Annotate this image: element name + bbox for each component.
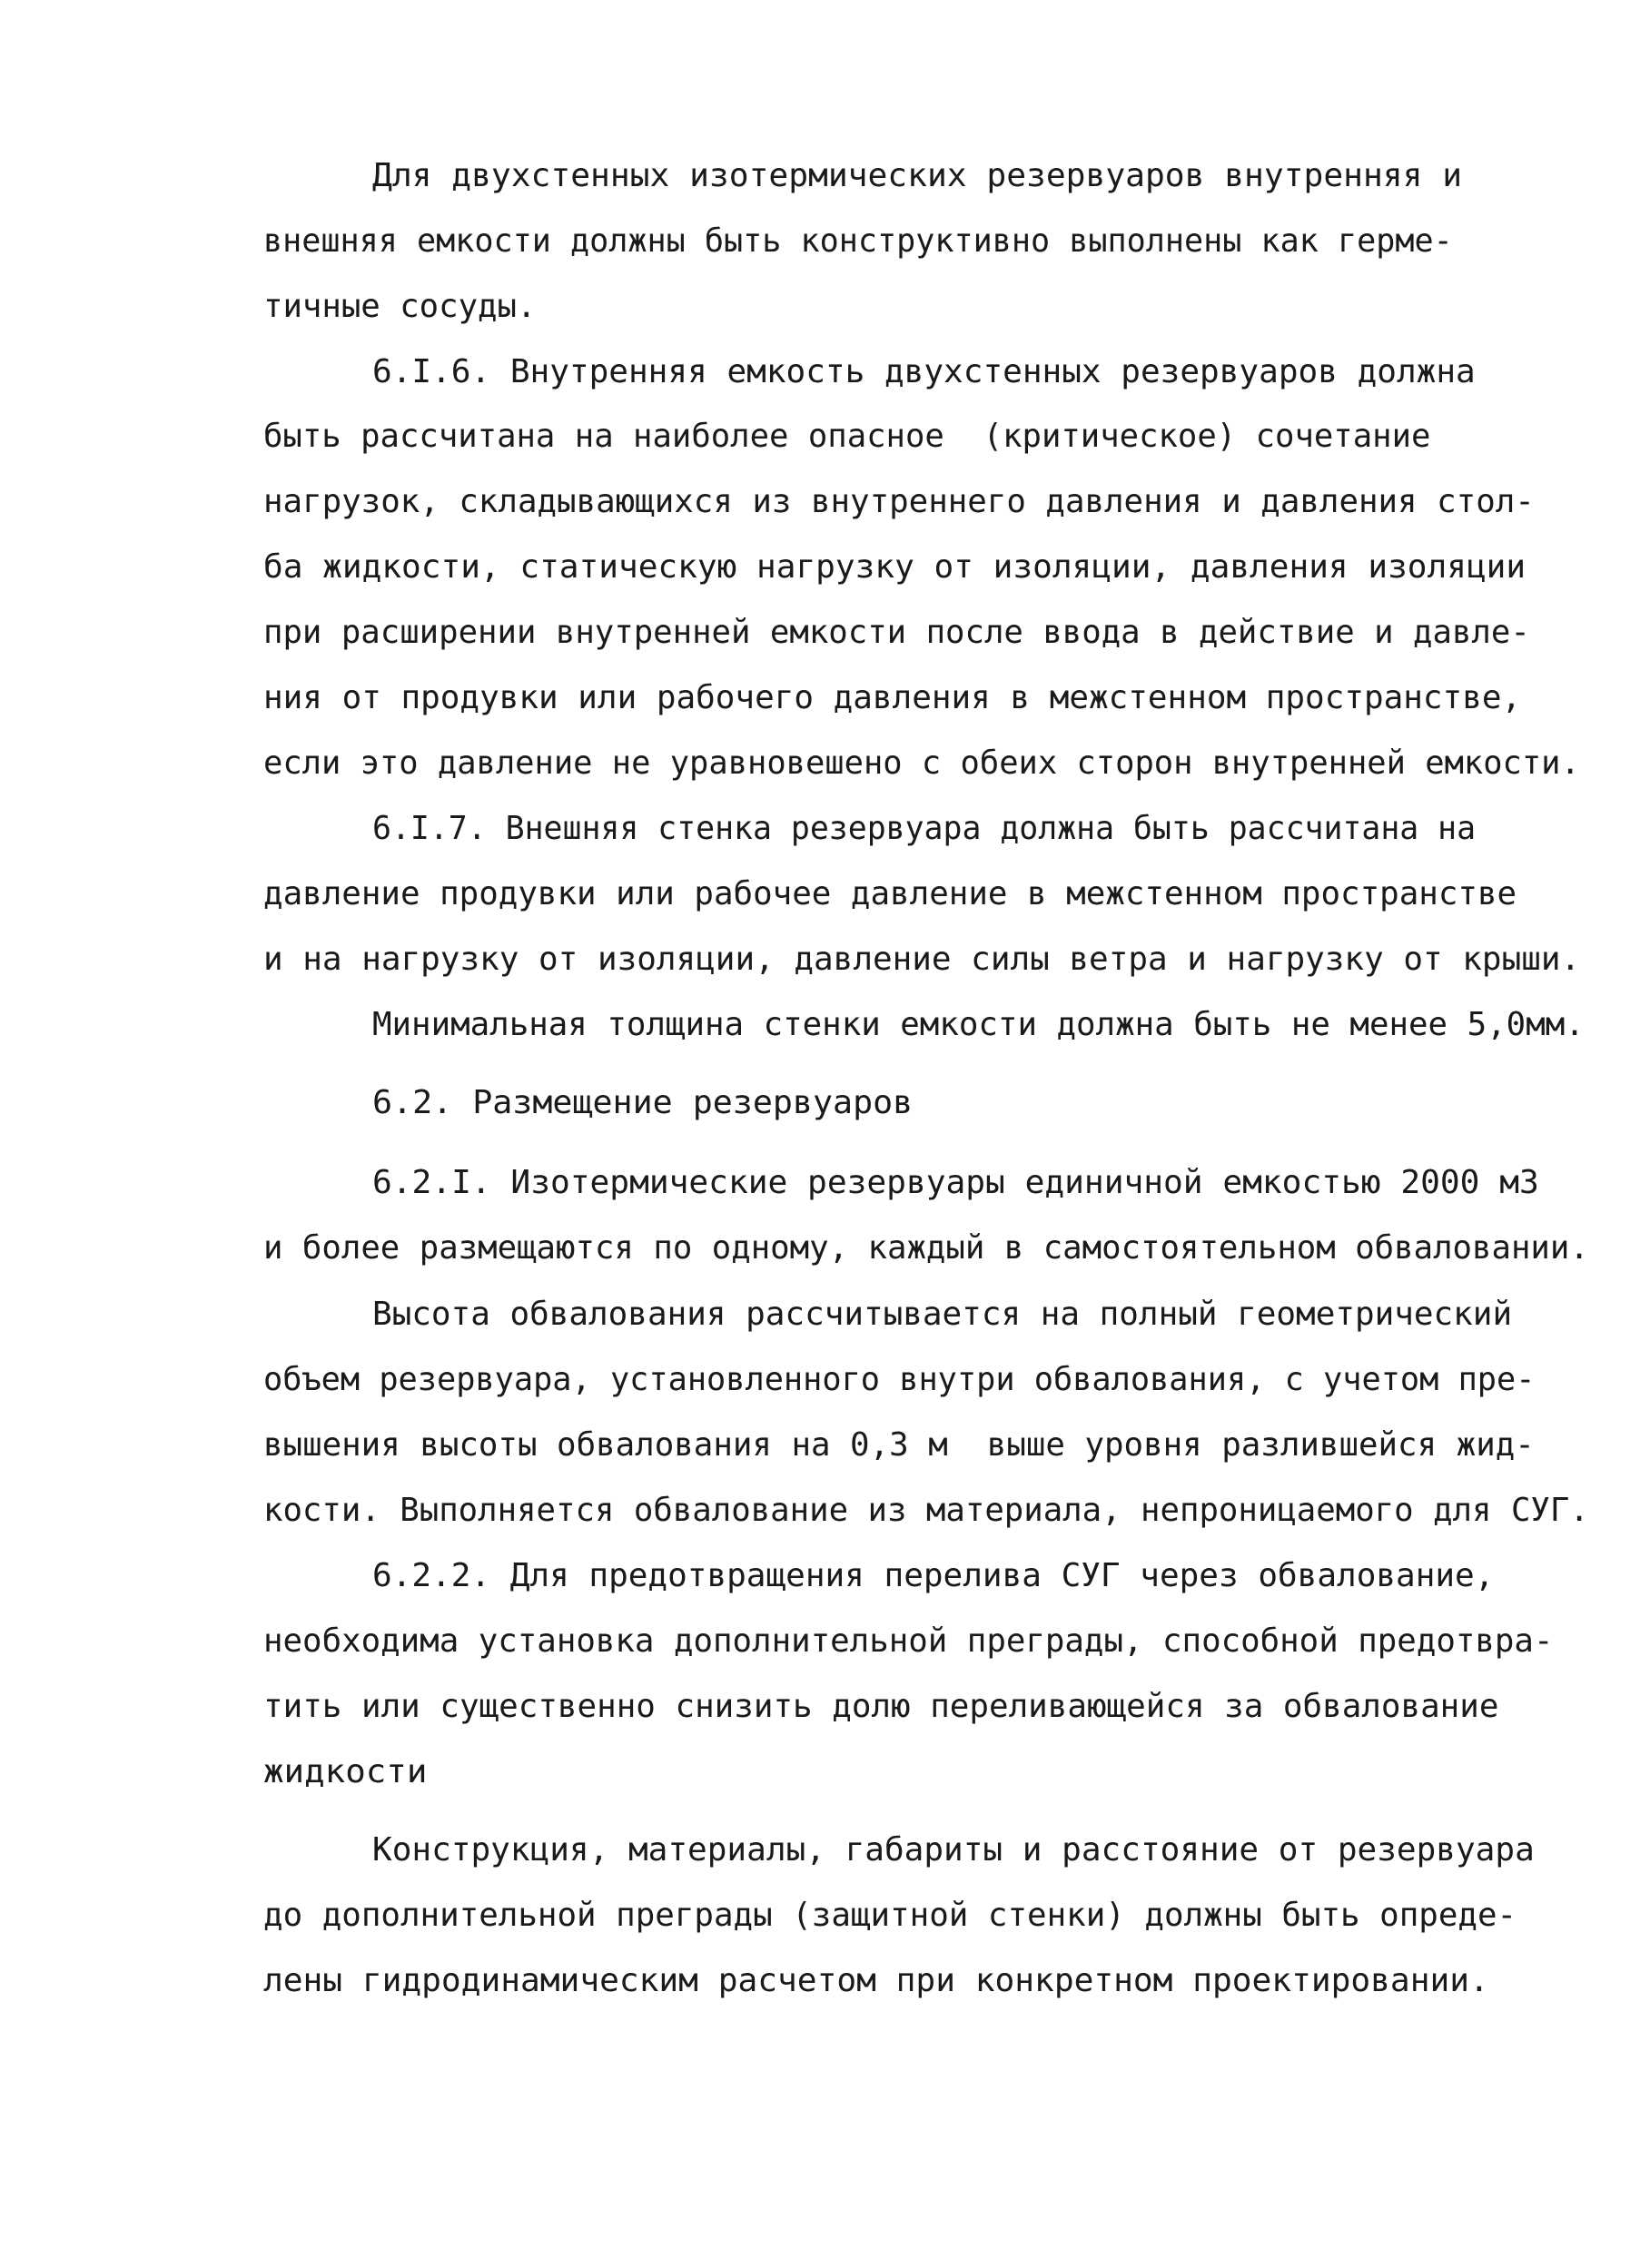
text-line: Для двухстенных изотермических резервуаров внутренняя и [372, 157, 1463, 194]
text-line: до дополнительной преграды (защитной стенки) должны быть опреде- [263, 1897, 1517, 1934]
text-line: 6.2.2. Для предотвращения перелива СУГ через обвалование, [372, 1557, 1495, 1594]
text-line: 6.2.I. Изотермические резервуары единичной емкостью 2000 м3 [372, 1164, 1539, 1201]
text-line: Высота обвалования рассчитывается на полный геометрический [372, 1296, 1513, 1333]
text-line: тичные сосуды. [263, 288, 537, 325]
text-line: необходима установка дополнительной преграды, способной предотвра- [263, 1622, 1554, 1660]
text-line: Минимальная толщина стенки емкости должна быть не менее 5,0мм. [372, 1006, 1585, 1043]
text-line: 6.I.7. Внешняя стенка резервуара должна быть рассчитана на [372, 810, 1477, 847]
text-line: ния от продувки или рабочего давления в межстенном пространстве, [263, 679, 1522, 716]
text-line: внешняя емкости должны быть конструктивно выполнены как герме- [263, 222, 1453, 260]
text-line: Конструкция, материалы, габариты и расстояние от резервуара [372, 1831, 1535, 1869]
text-line: кости. Выполняется обвалование из материала, непроницаемого для СУГ. [263, 1492, 1589, 1529]
text-line: тить или существенно снизить долю переливающейся за обвалование [263, 1688, 1499, 1725]
text-line: нагрузок, складывающихся из внутреннего давления и давления стол- [263, 483, 1535, 520]
text-line: объем резервуара, установленного внутри обвалования, с учетом пре- [263, 1361, 1536, 1398]
text-line: жидкости [263, 1753, 428, 1790]
text-line: 6.2. Размещение резервуаров [372, 1084, 914, 1121]
text-line: и на нагрузку от изоляции, давление силы ветра и нагрузку от крыши. [263, 941, 1581, 978]
text-line: и более размещаются по одному, каждый в самостоятельном обваловании. [263, 1229, 1589, 1267]
text-line: вышения высоты обвалования на 0,3 м выше уровня разлившейся жид- [263, 1426, 1535, 1464]
text-line: ба жидкости, статическую нагрузку от изоляции, давления изоляции [263, 548, 1526, 586]
text-line: лены гидродинамическим расчетом при конкретном проектировании. [263, 1962, 1489, 1999]
text-line: 6.I.6. Внутренняя емкость двухстенных резервуаров должна [372, 353, 1476, 390]
text-line: при расширении внутренней емкости после ввода в действие и давле- [263, 614, 1530, 651]
text-line: если это давление не уравновешено с обеих сторон внутренней емкости. [263, 744, 1580, 782]
text-line: быть рассчитана на наиболее опасное (критическое) сочетание [263, 418, 1431, 455]
text-line: давление продувки или рабочее давление в межстенном пространстве [263, 875, 1517, 912]
